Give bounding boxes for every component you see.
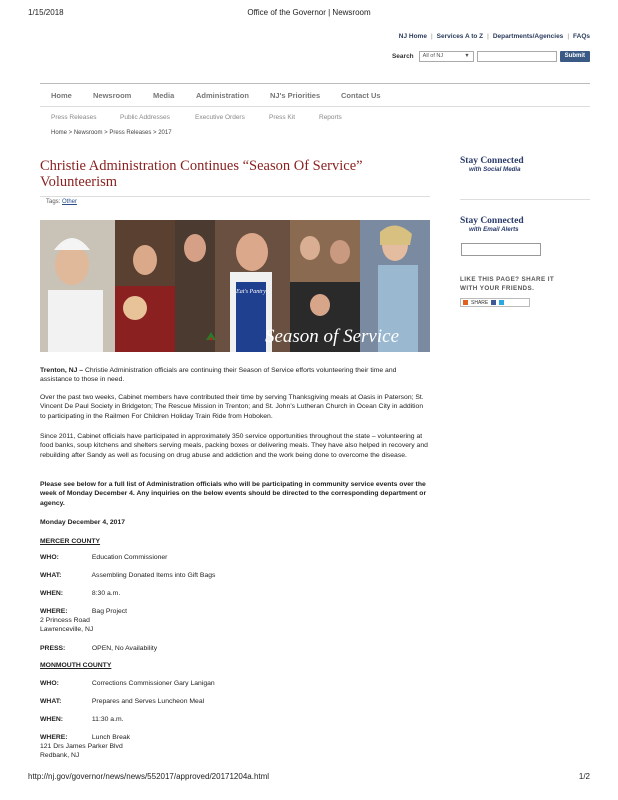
tag-link[interactable]: Other <box>62 199 78 205</box>
print-date: 1/15/2018 <box>28 8 64 17</box>
utility-link-nj-home[interactable]: NJ Home <box>398 33 427 40</box>
where-label: WHERE: <box>40 608 68 615</box>
county-name: MONMOUTH COUNTY <box>40 662 112 669</box>
print-url: http://nj.gov/governor/news/news/552017/approved/20171204a.html <box>28 772 270 781</box>
when-value: 11:30 a.m. <box>91 716 124 723</box>
who-label: WHO: <box>40 680 59 687</box>
title-line-1: Christie Administration Continues “Season Of Service” <box>40 158 363 174</box>
hero-image <box>40 220 430 352</box>
what-value: Prepares and Serves Luncheon Meal <box>91 698 205 705</box>
search-scope-select[interactable] <box>419 51 474 62</box>
nav-home[interactable]: Home <box>51 91 72 100</box>
utility-links: NJ Home | Services A to Z | Departments/Agencies | FAQs <box>398 33 590 40</box>
share-prompt-line-1: LIKE THIS PAGE? SHARE IT <box>460 276 555 283</box>
email-field[interactable] <box>461 243 541 256</box>
dateline: Trenton, NJ – <box>40 367 84 374</box>
hero-caption: Season of Service <box>264 326 400 347</box>
nav-priorities[interactable]: NJ's Priorities <box>270 91 321 100</box>
when-value: 8:30 a.m. <box>91 590 121 597</box>
county-name: MERCER COUNTY <box>40 538 101 545</box>
event-where <box>40 733 130 742</box>
share-label: SHARE <box>471 299 489 306</box>
main-nav <box>51 91 381 100</box>
print-footer <box>28 772 590 784</box>
share-icon <box>463 300 468 305</box>
divider <box>460 199 590 200</box>
search-bar <box>392 50 590 62</box>
email-alerts-block <box>460 216 590 233</box>
chevron-down-icon: ▼ <box>464 53 470 59</box>
share-prompt-line-2: WITH YOUR FRIENDS. <box>460 284 535 292</box>
subnav-executive-orders[interactable]: Executive Orders <box>195 114 245 121</box>
when-label: WHEN: <box>40 590 64 597</box>
email-title: Stay Connected <box>460 216 524 226</box>
social-subtitle[interactable]: with Social Media <box>469 166 521 173</box>
print-header <box>28 8 590 22</box>
nav-media[interactable]: Media <box>153 91 175 100</box>
social-media-block <box>460 156 590 200</box>
utility-link-faqs[interactable]: FAQs <box>573 33 590 40</box>
utility-link-departments[interactable]: Departments/Agencies <box>492 33 564 40</box>
search-input[interactable] <box>477 51 557 62</box>
event-where <box>40 607 127 616</box>
divider <box>40 83 590 84</box>
print-page-number: 1/2 <box>578 772 590 781</box>
apron-text: Eat's Pantry <box>236 289 266 295</box>
facebook-icon <box>491 300 496 305</box>
nav-newsroom[interactable]: Newsroom <box>93 91 132 100</box>
subnav-press-kit[interactable]: Press Kit <box>269 114 296 121</box>
nav-contact[interactable]: Contact Us <box>341 91 381 100</box>
email-subtitle: with Email Alerts <box>469 226 519 233</box>
notice-paragraph: Please see below for a full list of Administration officials who will be participating in community service events over the week of Monday December 4. Any inquiries on the below events should be directed to the corresponding department or agency. <box>40 481 427 507</box>
paragraph: Over the past two weeks, Cabinet members have contributed their time by serving Thanksgiving meals at Oasis in Paterson; St. Vincent De Paul Society in Bridgeton; The Rescue Mission in Trenton; and St. John’s Lutheran Church in Ocean City in addition to participating in the Railmen For Children Holiday Train Ride from Hoboken. <box>40 394 424 420</box>
event-what <box>40 571 215 580</box>
county-heading <box>40 537 100 546</box>
event-who <box>40 553 167 562</box>
date-heading: Monday December 4, 2017 <box>40 519 126 526</box>
who-label: WHO: <box>40 554 59 561</box>
what-value: Assembling Donated Items into Gift Bags <box>91 572 216 579</box>
event-when <box>40 715 124 724</box>
share-button[interactable] <box>460 298 530 307</box>
lead-text: Christie Administration officials are continuing their Season of Service efforts volunteering their time and assistance to those in need. <box>40 367 397 384</box>
share-prompt <box>460 276 554 293</box>
print-title: Office of the Governor | Newsroom <box>247 8 371 17</box>
where-label: WHERE: <box>40 734 68 741</box>
event-when <box>40 589 120 598</box>
tags-label: Tags: <box>46 199 61 205</box>
what-label: WHAT: <box>40 572 62 579</box>
tags <box>46 199 77 205</box>
lead-paragraph <box>40 366 430 385</box>
title-line-2: Volunteerism <box>40 174 118 190</box>
event-address-1: 121 Drs James Parker Blvd <box>40 743 123 750</box>
search-label: Search <box>391 52 414 60</box>
submit-button[interactable]: Submit <box>560 51 590 62</box>
event-who <box>40 679 215 688</box>
press-label: PRESS: <box>40 645 66 652</box>
county-heading <box>40 661 111 670</box>
divider <box>40 196 430 197</box>
event-address-1: 2 Princess Road <box>40 617 90 624</box>
who-value: Education Commissioner <box>91 554 168 561</box>
social-title: Stay Connected <box>460 156 524 166</box>
press-value: OPEN, No Availability <box>91 645 158 652</box>
nav-administration[interactable]: Administration <box>196 91 249 100</box>
event-address-2: Redbank, NJ <box>40 752 80 759</box>
event-what <box>40 697 204 706</box>
utility-link-services[interactable]: Services A to Z <box>436 33 484 40</box>
who-value: Corrections Commissioner Gary Lanigan <box>91 680 215 687</box>
hero-collage <box>40 220 430 352</box>
breadcrumb[interactable]: Home > Newsroom > Press Releases > 2017 <box>51 130 172 136</box>
event-address-2: Lawrenceville, NJ <box>40 626 94 633</box>
what-label: WHAT: <box>40 698 62 705</box>
where-value: Lunch Break <box>91 734 131 741</box>
paragraph: Since 2011, Cabinet officials have participated in approximately 350 service opportunities throughout the state – volunteering at food banks, soup kitchens and shelters serving meals, packing boxes or delivering meals. They have also helped in recovery and rebuilding after Sandy as well as focusing on drug abuse and addiction and the work being done to overcome the disease. <box>40 433 428 459</box>
subnav-press-releases[interactable]: Press Releases <box>51 114 97 121</box>
divider <box>40 106 590 107</box>
subnav-public-addresses[interactable]: Public Addresses <box>120 114 170 121</box>
page-title <box>40 158 430 190</box>
sub-nav <box>51 114 342 121</box>
subnav-reports[interactable]: Reports <box>319 114 342 121</box>
search-scope-value: All of NJ <box>422 53 444 59</box>
when-label: WHEN: <box>40 716 64 723</box>
event-press <box>40 644 157 653</box>
where-value: Bag Project <box>91 608 128 615</box>
twitter-icon <box>499 300 504 305</box>
